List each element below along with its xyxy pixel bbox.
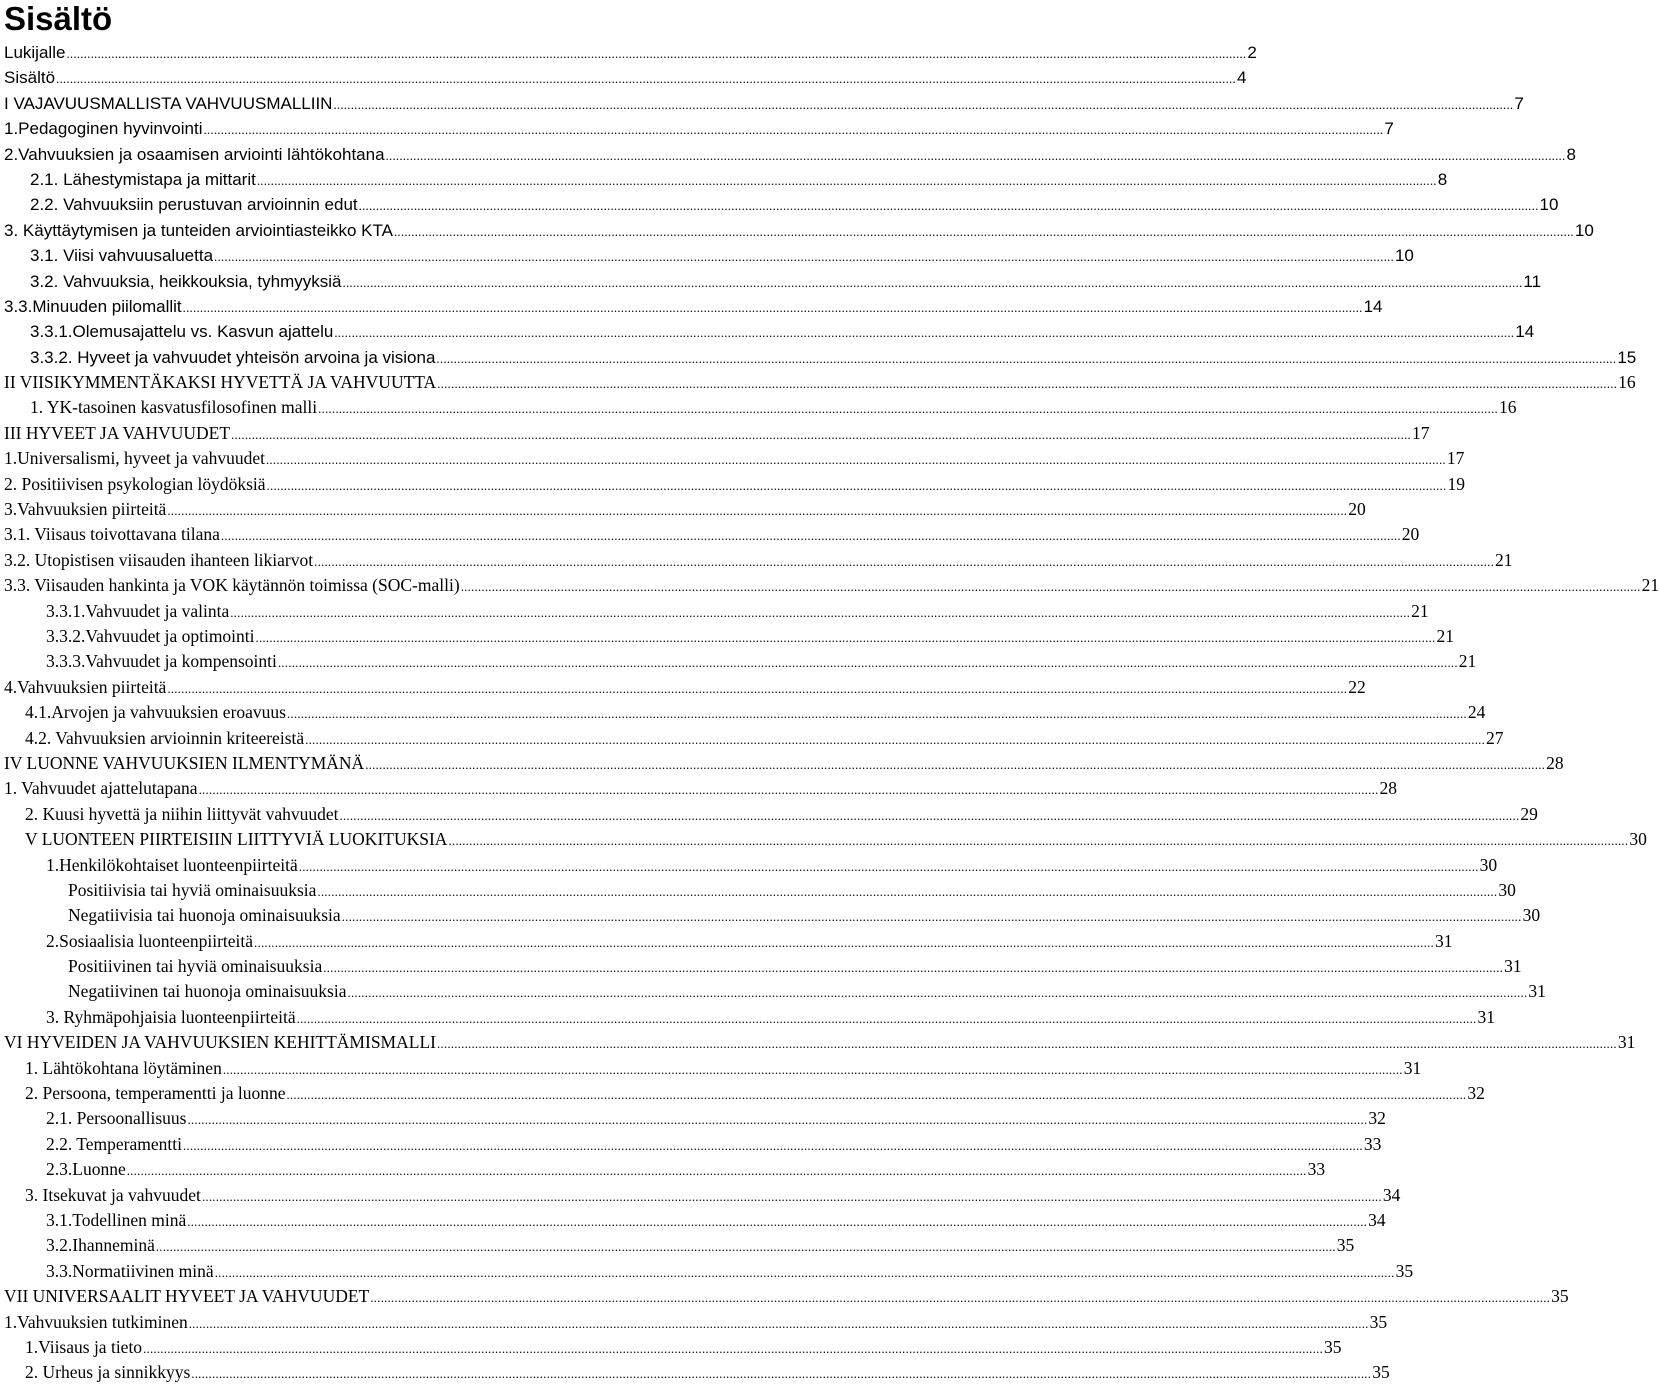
toc-entry-page-number: 20 (1401, 524, 1420, 545)
dot-leader (143, 1336, 1323, 1361)
toc-entry-page-number: 19 (1447, 473, 1465, 494)
toc-entry[interactable] (4, 903, 1541, 928)
toc-entry[interactable] (4, 192, 1559, 217)
dot-leader (287, 701, 1467, 726)
dot-leader (314, 549, 1494, 574)
toc-entry-label: 2.3.Luonne (46, 1159, 126, 1180)
toc-entry-label: 3.1.Todellinen minä (46, 1209, 187, 1230)
toc-entry-page-number: 27 (1486, 727, 1504, 748)
toc-entry-page-number: 21 (1458, 651, 1477, 672)
toc-entry-page-number: 31 (1477, 1006, 1495, 1027)
toc-entry-label: Lukijalle (4, 43, 66, 62)
toc-entry-label: 1.Viisaus ja tieto (25, 1336, 143, 1357)
toc-entry-label: 3.2. Vahvuuksia, heikkouksia, tyhmyyksiä (30, 271, 342, 291)
toc-entry[interactable] (4, 751, 1564, 776)
toc-entry[interactable] (4, 1233, 1355, 1258)
toc-entry-label: Negatiivisia tai huonoja ominaisuuksia (68, 905, 341, 926)
toc-entry-label: IV LUONNE VAHVUUKSIEN ILMENTYMÄNÄ (4, 752, 365, 773)
dot-leader (223, 1057, 1403, 1082)
toc-entry-label: 3.3.1.Vahvuudet ja valinta (46, 600, 230, 621)
toc-entry-label: 3.3.2.Vahvuudet ja optimointi (46, 625, 255, 646)
toc-entry-page-number: 33 (1307, 1159, 1326, 1180)
toc-entry-label: 1. Vahvuudet ajattelutapana (4, 778, 198, 799)
toc-entry-page-number: 35 (1369, 1311, 1388, 1332)
toc-entry-label: 2.1. Lähestymistapa ja mittarit (30, 169, 256, 189)
dot-leader (199, 777, 1379, 802)
toc-entry-page-number: 35 (1323, 1336, 1342, 1357)
toc-entry-label: 3. Itsekuvat ja vahvuudet (25, 1184, 201, 1205)
toc-entry-label: 1. YK-tasoinen kasvatusfilosofinen malli (30, 397, 318, 418)
toc-entry-page-number: 11 (1523, 271, 1542, 291)
dot-leader (221, 523, 1401, 548)
toc-entry-label: 3.3.3.Vahvuudet ja kompensointi (46, 651, 277, 672)
dot-leader (437, 371, 1617, 396)
toc-entry-label: 3.Vahvuuksien piirteitä (4, 499, 167, 520)
toc-entry[interactable] (4, 522, 1420, 547)
toc-entry-page-number: 7 (1384, 119, 1394, 139)
toc-entry[interactable] (4, 573, 1659, 598)
dot-leader (66, 41, 1246, 66)
toc-entry[interactable] (4, 40, 1257, 65)
toc-entry-page-number: 31 (1617, 1032, 1636, 1053)
dot-leader (461, 574, 1641, 599)
toc-entry-page-number: 31 (1403, 1057, 1422, 1078)
dot-leader (348, 980, 1528, 1005)
dot-leader (230, 600, 1410, 625)
dot-leader (127, 1158, 1307, 1183)
toc-entry-label: 4.1.Arvojen ja vahvuuksien eroavuus (25, 702, 286, 723)
toc-entry-page-number: 31 (1434, 930, 1453, 951)
toc-entry-label: Positiivisia tai hyviä ominaisuuksia (68, 879, 317, 900)
toc-entry[interactable] (4, 878, 1516, 903)
toc-entry-label: 3.3.Normatiivinen minä (46, 1260, 214, 1281)
toc-entry-label: 3.3.1.Olemusajattelu vs. Kasvun ajattelu (30, 322, 334, 342)
dot-leader (334, 320, 1514, 345)
toc-entry-page-number: 31 (1504, 956, 1522, 977)
toc-entry[interactable] (4, 675, 1366, 700)
dot-leader (187, 1209, 1367, 1234)
dot-leader (317, 879, 1497, 904)
toc-entry[interactable] (4, 1208, 1386, 1233)
dot-leader (305, 727, 1485, 752)
toc-entry-page-number: 30 (1522, 905, 1541, 926)
toc-entry[interactable] (4, 649, 1477, 674)
toc-entry-page-number: 34 (1382, 1184, 1401, 1205)
toc-entry[interactable] (4, 1183, 1401, 1208)
dot-leader (167, 676, 1347, 701)
toc-entry-label: 3.2. Utopistisen viisauden ihanteen likiarvot (4, 549, 314, 570)
toc-entry[interactable] (4, 853, 1498, 878)
dot-leader (267, 473, 1447, 498)
toc-entry-label: I VAJAVUUSMALLISTA VAHVUUSMALLIIN (4, 93, 333, 113)
toc-entry-page-number: 35 (1336, 1235, 1355, 1256)
toc-entry[interactable] (4, 1056, 1422, 1081)
toc-entry-label: 4.2. Vahvuuksien arvioinnin kriteereistä (25, 727, 305, 748)
toc-entry-page-number: 35 (1395, 1260, 1414, 1281)
toc-entry[interactable] (4, 776, 1397, 801)
dot-leader (386, 143, 1566, 168)
toc-entry-label: Sisältö (4, 68, 56, 88)
toc-entry-page-number: 16 (1498, 397, 1517, 418)
dot-leader (214, 244, 1394, 269)
toc-entry[interactable] (4, 446, 1465, 471)
dot-leader (56, 66, 1236, 91)
table-of-contents (4, 40, 1659, 1386)
dot-leader (231, 422, 1411, 447)
dot-leader (191, 1361, 1371, 1386)
toc-entry[interactable] (4, 1360, 1390, 1385)
toc-entry-page-number: 16 (1618, 372, 1636, 393)
toc-entry[interactable] (4, 1030, 1636, 1055)
dot-leader (448, 828, 1628, 853)
toc-entry-label: Positiivinen tai hyviä ominaisuuksia (68, 956, 323, 977)
dot-leader (297, 1006, 1477, 1031)
toc-entry-page-number: 21 (1495, 549, 1513, 570)
dot-leader (365, 752, 1545, 777)
toc-entry-page-number: 30 (1629, 829, 1647, 850)
dot-leader (286, 1082, 1466, 1107)
dot-leader (323, 955, 1503, 980)
toc-entry-label: 3. Ryhmäpohjaisia luonteenpiirteitä (46, 1006, 296, 1027)
toc-entry[interactable] (4, 1335, 1342, 1360)
toc-entry-page-number: 35 (1372, 1362, 1390, 1383)
toc-entry[interactable] (4, 218, 1594, 243)
toc-entry-label: 3.3.2. Hyveet ja vahvuudet yhteisön arvoina ja visiona (30, 347, 436, 367)
toc-entry[interactable] (4, 548, 1513, 573)
dot-leader (436, 346, 1616, 371)
dot-leader (437, 1031, 1617, 1056)
toc-entry-label: 1.Pedagoginen hyvinvointi (4, 119, 203, 139)
toc-entry-page-number: 10 (1539, 195, 1559, 215)
toc-entry[interactable] (4, 1106, 1386, 1131)
toc-entry[interactable] (4, 1157, 1326, 1182)
toc-entry-label: 3.1. Viisaus toivottavana tilana (4, 524, 220, 545)
toc-entry-page-number: 14 (1363, 296, 1383, 316)
dot-leader (215, 1260, 1395, 1285)
toc-entry[interactable] (4, 599, 1429, 624)
toc-entry[interactable] (4, 319, 1535, 344)
toc-entry-label: 2. Kuusi hyvettä ja niihin liittyvät vahvuudet (25, 803, 339, 824)
dot-leader (167, 498, 1347, 523)
toc-entry-page-number: 17 (1446, 448, 1465, 469)
toc-entry-page-number: 28 (1379, 778, 1397, 799)
toc-entry-page-number: 32 (1368, 1108, 1386, 1129)
toc-entry-label: VI HYVEIDEN JA VAHVUUKSIEN KEHITTÄMISMALLI (4, 1032, 436, 1053)
toc-entry-label: 2.Sosiaalisia luonteenpiirteitä (46, 930, 254, 951)
toc-entry[interactable] (4, 979, 1546, 1004)
toc-entry-label: 2.2. Temperamentti (46, 1133, 182, 1154)
toc-entry[interactable] (4, 243, 1414, 268)
dot-leader (394, 219, 1574, 244)
toc-entry-page-number: 10 (1574, 220, 1594, 240)
toc-entry[interactable] (4, 472, 1465, 497)
toc-entry-label: 1.Universalismi, hyveet ja vahvuudet (4, 448, 265, 469)
toc-entry[interactable] (4, 269, 1542, 294)
toc-entry-label: 2.Vahvuuksien ja osaamisen arviointi lähtökohtana (4, 144, 385, 164)
toc-entry[interactable] (4, 1005, 1495, 1030)
toc-entry-page-number: 35 (1551, 1286, 1569, 1307)
toc-entry-page-number: 21 (1436, 625, 1454, 646)
toc-entry-page-number: 17 (1411, 422, 1430, 443)
toc-entry-page-number: 28 (1546, 752, 1564, 773)
dot-leader (183, 1133, 1363, 1158)
toc-entry[interactable] (4, 1284, 1569, 1309)
toc-entry-label: 2.1. Persoonallisuus (46, 1108, 187, 1129)
toc-entry[interactable] (4, 294, 1383, 319)
toc-entry-label: 3.3.Minuuden piilomallit (4, 296, 182, 316)
toc-entry-page-number: 2 (1247, 43, 1257, 62)
toc-entry-page-number: 15 (1617, 347, 1637, 367)
toc-entry-page-number: 4 (1236, 68, 1247, 88)
toc-entry-page-number: 29 (1520, 803, 1538, 824)
toc-entry-page-number: 32 (1467, 1083, 1485, 1104)
toc-entry[interactable] (4, 421, 1430, 446)
toc-entry[interactable] (4, 726, 1504, 751)
toc-entry-label: 1.Vahvuuksien tutkiminen (4, 1311, 188, 1332)
toc-entry-label: Negatiivinen tai huonoja ominaisuuksia (68, 981, 347, 1002)
toc-entry[interactable] (4, 395, 1517, 420)
toc-entry-page-number: 14 (1515, 322, 1535, 342)
toc-entry[interactable] (4, 116, 1394, 141)
toc-entry-label: V LUONTEEN PIIRTEISIIN LIITTYVIÄ LUOKITUKSIA (25, 829, 448, 850)
dot-leader (254, 930, 1434, 955)
toc-entry[interactable] (4, 700, 1486, 725)
toc-entry-page-number: 20 (1348, 499, 1366, 520)
dot-leader (342, 904, 1522, 929)
toc-entry[interactable] (4, 167, 1448, 192)
dot-leader (189, 1311, 1369, 1336)
dot-leader (202, 1184, 1382, 1209)
toc-entry[interactable] (4, 954, 1522, 979)
toc-entry[interactable] (4, 65, 1247, 90)
toc-entry-page-number: 8 (1437, 169, 1448, 189)
dot-leader (370, 1285, 1550, 1310)
dot-leader (266, 447, 1446, 472)
toc-entry-label: 2. Persoona, temperamentti ja luonne (25, 1083, 286, 1104)
toc-entry[interactable] (4, 1310, 1388, 1335)
toc-entry[interactable] (4, 1132, 1382, 1157)
toc-entry-page-number: 8 (1566, 144, 1576, 164)
toc-entry[interactable] (4, 1081, 1485, 1106)
toc-entry-label: 2.2. Vahvuuksiin perustuvan arvioinnin edut (30, 195, 358, 215)
dot-leader (318, 396, 1498, 421)
toc-entry-label: 3.3. Viisauden hankinta ja VOK käytännön toimissa (SOC-malli) (4, 575, 460, 596)
toc-entry[interactable] (4, 91, 1524, 116)
toc-entry[interactable] (4, 370, 1636, 395)
toc-entry-page-number: 7 (1514, 93, 1524, 113)
toc-entry-label: 1. Lähtökohtana löytäminen (25, 1057, 222, 1078)
dot-leader (203, 117, 1383, 142)
toc-entry-label: 3.2.Ihanneminä (46, 1235, 155, 1256)
toc-entry[interactable] (4, 802, 1538, 827)
toc-entry-label: 3.1. Viisi vahvuusaluetta (30, 246, 214, 266)
toc-entry-label: 4.Vahvuuksien piirteitä (4, 676, 167, 697)
dot-leader (340, 803, 1520, 828)
dot-leader (299, 854, 1479, 879)
toc-entry[interactable] (4, 497, 1366, 522)
dot-leader (156, 1234, 1336, 1259)
toc-entry-page-number: 10 (1394, 246, 1414, 266)
toc-entry-page-number: 21 (1411, 600, 1429, 621)
dot-leader (333, 92, 1513, 117)
toc-entry-page-number: 34 (1368, 1209, 1386, 1230)
dot-leader (278, 650, 1458, 675)
toc-entry-page-number: 31 (1528, 981, 1546, 1002)
toc-entry-label: 1.Henkilökohtaiset luonteenpiirteitä (46, 854, 298, 875)
toc-entry-page-number: 22 (1348, 676, 1366, 697)
dot-leader (359, 193, 1539, 218)
toc-entry-page-number: 24 (1467, 702, 1486, 723)
toc-entry[interactable] (4, 345, 1637, 370)
toc-entry[interactable] (4, 929, 1453, 954)
toc-entry-page-number: 33 (1363, 1133, 1382, 1154)
dot-leader (257, 168, 1437, 193)
page-title: Sisältö (4, 0, 113, 37)
toc-entry-label: 2. Urheus ja sinnikkyys (25, 1362, 191, 1383)
toc-entry-label: 2. Positiivisen psykologian löydöksiä (4, 473, 266, 494)
toc-entry-label: VII UNIVERSAALIT HYVEET JA VAHVUUDET (4, 1286, 370, 1307)
toc-entry[interactable] (4, 827, 1647, 852)
toc-entry-page-number: 21 (1641, 575, 1659, 596)
toc-entry-label: II VIISIKYMMENTÄKAKSI HYVETTÄ JA VAHVUUTTA (4, 372, 437, 393)
toc-entry-page-number: 30 (1498, 879, 1516, 900)
dot-leader (256, 625, 1436, 650)
toc-entry-label: III HYVEET JA VAHVUUDET (4, 422, 231, 443)
dot-leader (343, 270, 1523, 295)
dot-leader (183, 295, 1363, 320)
toc-entry[interactable] (4, 1259, 1414, 1284)
toc-entry-page-number: 30 (1479, 854, 1498, 875)
dot-leader (188, 1107, 1368, 1132)
toc-entry-label: 3. Käyttäytymisen ja tunteiden arviointiasteikko KTA (4, 220, 393, 240)
toc-entry[interactable] (4, 142, 1576, 167)
toc-entry[interactable] (4, 624, 1454, 649)
